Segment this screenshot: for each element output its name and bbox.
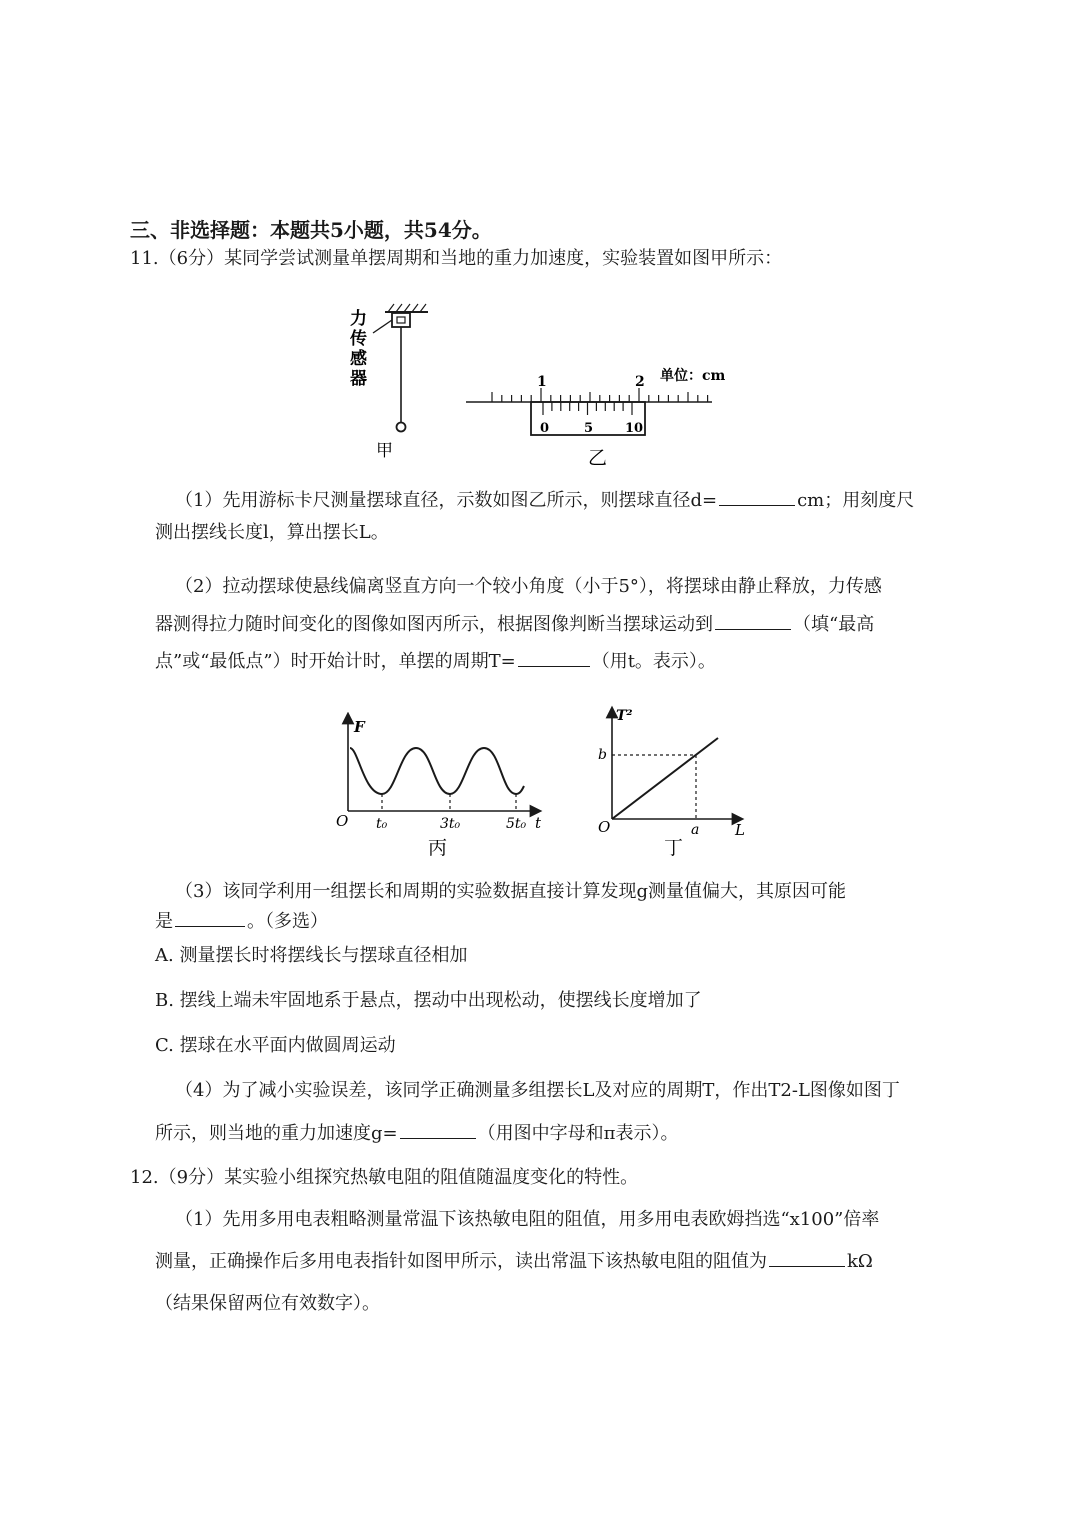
q12-header: 12.（9分）某实验小组探究热敏电阻的阻值随温度变化的特性。 — [130, 1167, 639, 1188]
main-scale-label-2: 2 — [635, 374, 645, 390]
b-label: b — [598, 747, 607, 763]
answer-blank-diameter[interactable] — [719, 489, 795, 506]
q12-p1-line3: （结果保留两位有效数字）。 — [155, 1293, 380, 1314]
figure-yi-caption: 乙 — [588, 447, 608, 469]
figure-yi-vernier — [460, 362, 750, 472]
origin-label: O — [598, 818, 611, 836]
q11-p4-line1: （4）为了减小实验误差，该同学正确测量多组摆长L及对应的周期T，作出T2-L图像如图丁 — [175, 1080, 900, 1101]
linear-fit-line — [612, 738, 718, 819]
answer-blank-reason[interactable] — [175, 910, 245, 927]
answer-blank-gravity[interactable] — [400, 1122, 476, 1139]
figure-jia-caption: 甲 — [376, 441, 393, 461]
q11-p4-line2: 所示，则当地的重力加速度g= （用图中字母和π表示）。 — [155, 1123, 679, 1144]
pendulum-ball — [397, 423, 406, 432]
figure-bing-force-graph — [330, 712, 550, 862]
option-c: C. 摆球在水平面内做圆周运动 — [155, 1035, 396, 1056]
q11-p3-line1: （3）该同学利用一组摆长和周期的实验数据直接计算发现g测量值偏大，其原因可能 — [175, 881, 846, 902]
option-a: A. 测量摆长时将摆线长与摆球直径相加 — [155, 945, 468, 966]
origin-label: O — [336, 812, 349, 830]
main-scale-label-1: 1 — [537, 374, 547, 390]
force-curve — [350, 748, 524, 794]
figure-ding-t2-l-graph — [590, 702, 760, 862]
answer-blank-period[interactable] — [518, 650, 590, 667]
t2-axis-label: T² — [616, 708, 633, 724]
tick-3t0: 3t₀ — [440, 816, 461, 832]
f-axis-label: F — [354, 718, 365, 736]
vernier-label-0: 0 — [540, 421, 550, 436]
a-label: a — [691, 822, 700, 838]
sensor-label-char: 传 — [350, 329, 367, 349]
q12-p1-line2: 测量，正确操作后多用电表指针如图甲所示，读出常温下该热敏电阻的阻值为 kΩ — [155, 1251, 873, 1272]
sensor-label-char: 感 — [350, 349, 367, 369]
sensor-label-char: 力 — [350, 309, 367, 329]
q11-p1-line1: （1）先用游标卡尺测量摆球直径，示数如图乙所示，则摆球直径d= cm；用刻度尺 — [175, 490, 915, 511]
q11-p2-line3: 点”或“最低点”）时开始计时，单摆的周期T= （用t。表示）。 — [155, 651, 716, 672]
q11-p3-line2: 是 。（多选） — [155, 911, 328, 932]
q11-p2-line1: （2）拉动摆球使悬线偏离竖直方向一个较小角度（小于5°），将摆球由静止释放，力传感 — [175, 576, 882, 597]
q12-p1-line1: （1）先用多用电表粗略测量常温下该热敏电阻的阻值，用多用电表欧姆挡选“x100”倍率 — [175, 1209, 880, 1230]
t-axis-label: t — [535, 814, 542, 832]
vernier-label-5: 5 — [584, 421, 594, 436]
figure-ding-caption: 丁 — [664, 837, 684, 859]
section-title: 三、非选择题：本题共5小题，共54分。 — [130, 218, 492, 242]
unit-label: 单位：cm — [660, 368, 726, 384]
sensor-label-char: 器 — [350, 369, 367, 389]
answer-blank-position[interactable] — [715, 613, 791, 630]
q11-p2-line2: 器测得拉力随时间变化的图像如图丙所示，根据图像判断当摆球运动到 （填“最高 — [155, 614, 875, 635]
q11-p1-line2: 测出摆线长度l，算出摆长L。 — [155, 522, 389, 543]
vernier-label-10: 10 — [625, 421, 644, 436]
tick-5t0: 5t₀ — [506, 816, 527, 832]
tick-t0: t₀ — [376, 816, 388, 832]
option-b: B. 摆线上端未牢固地系于悬点，摆动中出现松动，使摆线长度增加了 — [155, 990, 702, 1011]
figure-jia-pendulum — [340, 300, 440, 470]
answer-blank-resistance[interactable] — [769, 1250, 845, 1267]
l-axis-label: L — [735, 821, 745, 839]
q11-header: 11.（6分）某同学尝试测量单摆周期和当地的重力加速度，实验装置如图甲所示： — [130, 248, 783, 269]
figure-bing-caption: 丙 — [428, 837, 448, 859]
